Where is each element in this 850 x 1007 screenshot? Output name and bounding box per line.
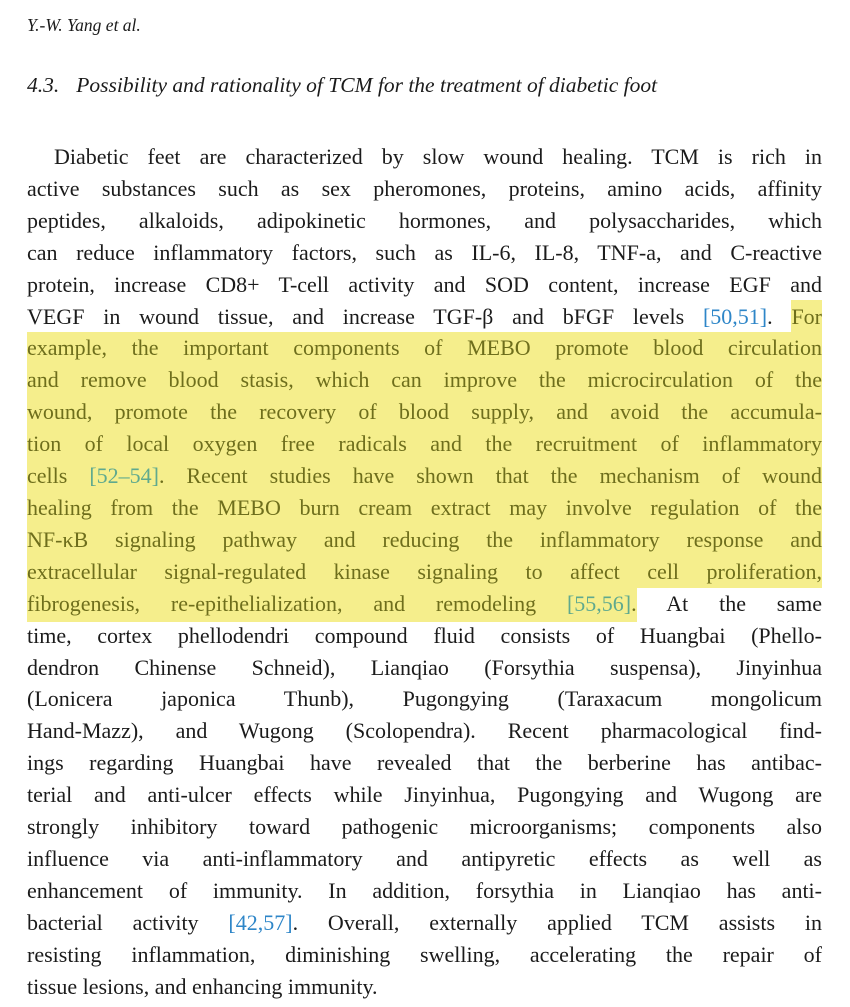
highlighted-text-line <box>27 460 822 492</box>
text-run: time, cortex phellodendri compound fluid consists of Huangbai (Phello- <box>27 622 822 648</box>
text-run: active substances such as sex pheromones, proteins, amino acids, affinity <box>27 175 822 201</box>
highlighted-text-run: cells <box>27 463 90 489</box>
highlighted-text-run: wound, promote the recovery of blood supply, and avoid the accumula- <box>27 399 822 425</box>
text-line <box>27 971 822 1003</box>
highlighted-text-run: . <box>631 587 637 622</box>
text-line <box>27 907 822 939</box>
text-line <box>27 173 822 205</box>
text-line <box>27 811 822 843</box>
text-run: tissue lesions, and enhancing immunity. <box>27 973 378 999</box>
highlighted-text-run: tion of local oxygen free radicals and the recruitment of inflammatory <box>27 431 822 457</box>
text-run: peptides, alkaloids, adipokinetic hormones, and polysaccharides, which <box>27 207 822 233</box>
text-line <box>27 205 822 237</box>
highlighted-text-run: . Recent studies have shown that the mechanism of wound <box>158 463 822 489</box>
highlighted-text-line <box>27 364 822 396</box>
highlighted-text-run: healing from the MEBO burn cream extract may involve regulation of the <box>27 494 822 520</box>
body-paragraph <box>27 141 822 1002</box>
text-line <box>27 683 822 715</box>
text-run: . Overall, externally applied TCM assists in <box>292 909 823 935</box>
text-line <box>27 843 822 875</box>
highlighted-text-run: example, the important components of MEBO promote blood circulation <box>27 335 822 361</box>
section-number: 4.3. <box>27 73 60 97</box>
text-run: can reduce inflammatory factors, such as IL-6, IL-8, TNF-a, and C-reactive <box>27 239 822 265</box>
text-line <box>27 620 822 652</box>
highlighted-text-line <box>27 492 822 524</box>
text-run: . <box>767 303 792 329</box>
text-run: influence via anti-inflammatory and antipyretic effects as well as <box>27 845 822 871</box>
text-line <box>27 237 822 269</box>
running-head: Y.-W. Yang et al. <box>27 15 141 35</box>
text-run: VEGF in wound tissue, and increase TGF-β and bFGF levels <box>27 303 703 329</box>
text-line <box>27 588 822 620</box>
text-run: At the same <box>636 590 822 616</box>
text-line <box>27 875 822 907</box>
section-title: Possibility and rationality of TCM for the treatment of diabetic foot <box>76 73 658 97</box>
highlighted-text-line <box>27 396 822 428</box>
text-run: terial and anti-ulcer effects while Jinyinhua, Pugongying and Wugong are <box>27 782 822 808</box>
highlighted-text-run: extracellular signal-regulated kinase signaling to affect cell proliferation, <box>27 558 822 584</box>
citation-link[interactable]: [52–54] <box>89 463 159 489</box>
highlighted-text-run: and remove blood stasis, which can improve the microcirculation of the <box>27 367 822 393</box>
highlighted-text-line <box>27 332 822 364</box>
citation-link[interactable]: [55,56] <box>567 587 631 622</box>
highlighted-text-line <box>27 556 822 588</box>
text-line <box>27 715 822 747</box>
text-run: (Lonicera japonica Thunb), Pugongying (Taraxacum mongolicum <box>27 686 822 712</box>
text-line <box>27 652 822 684</box>
highlighted-text-run: fibrogenesis, re-epithelialization, and remodeling <box>27 587 567 622</box>
highlighted-text-line <box>27 524 822 556</box>
citation-link[interactable]: [42,57] <box>228 909 293 935</box>
highlighted-text-run: For <box>791 300 822 335</box>
text-run: Diabetic feet are characterized by slow wound healing. TCM is rich in <box>54 144 822 169</box>
text-line <box>27 141 822 173</box>
text-line <box>27 939 822 971</box>
text-run: protein, increase CD8+ T-cell activity and SOD content, increase EGF and <box>27 271 822 297</box>
text-run: ings regarding Huangbai have revealed that the berberine has antibac- <box>27 750 822 776</box>
highlighted-text-line <box>27 428 822 460</box>
text-run: enhancement of immunity. In addition, forsythia in Lianqiao has anti- <box>27 877 822 903</box>
text-line <box>27 747 822 779</box>
text-line <box>27 301 822 333</box>
highlighted-text-run: NF-κB signaling pathway and reducing the inflammatory response and <box>27 526 822 552</box>
text-run: dendron Chinense Schneid), Lianqiao (Forsythia suspensa), Jinyinhua <box>27 654 822 680</box>
citation-link[interactable]: [50,51] <box>702 303 768 329</box>
text-line <box>27 269 822 301</box>
text-line <box>27 779 822 811</box>
text-run: bacterial activity <box>27 909 229 935</box>
text-run: Hand-Mazz), and Wugong (Scolopendra). Recent pharmacological find- <box>27 718 822 744</box>
text-run: strongly inhibitory toward pathogenic microorganisms; components also <box>27 814 822 840</box>
text-run: resisting inflammation, diminishing swelling, accelerating the repair of <box>27 941 822 967</box>
section-heading <box>27 72 822 98</box>
